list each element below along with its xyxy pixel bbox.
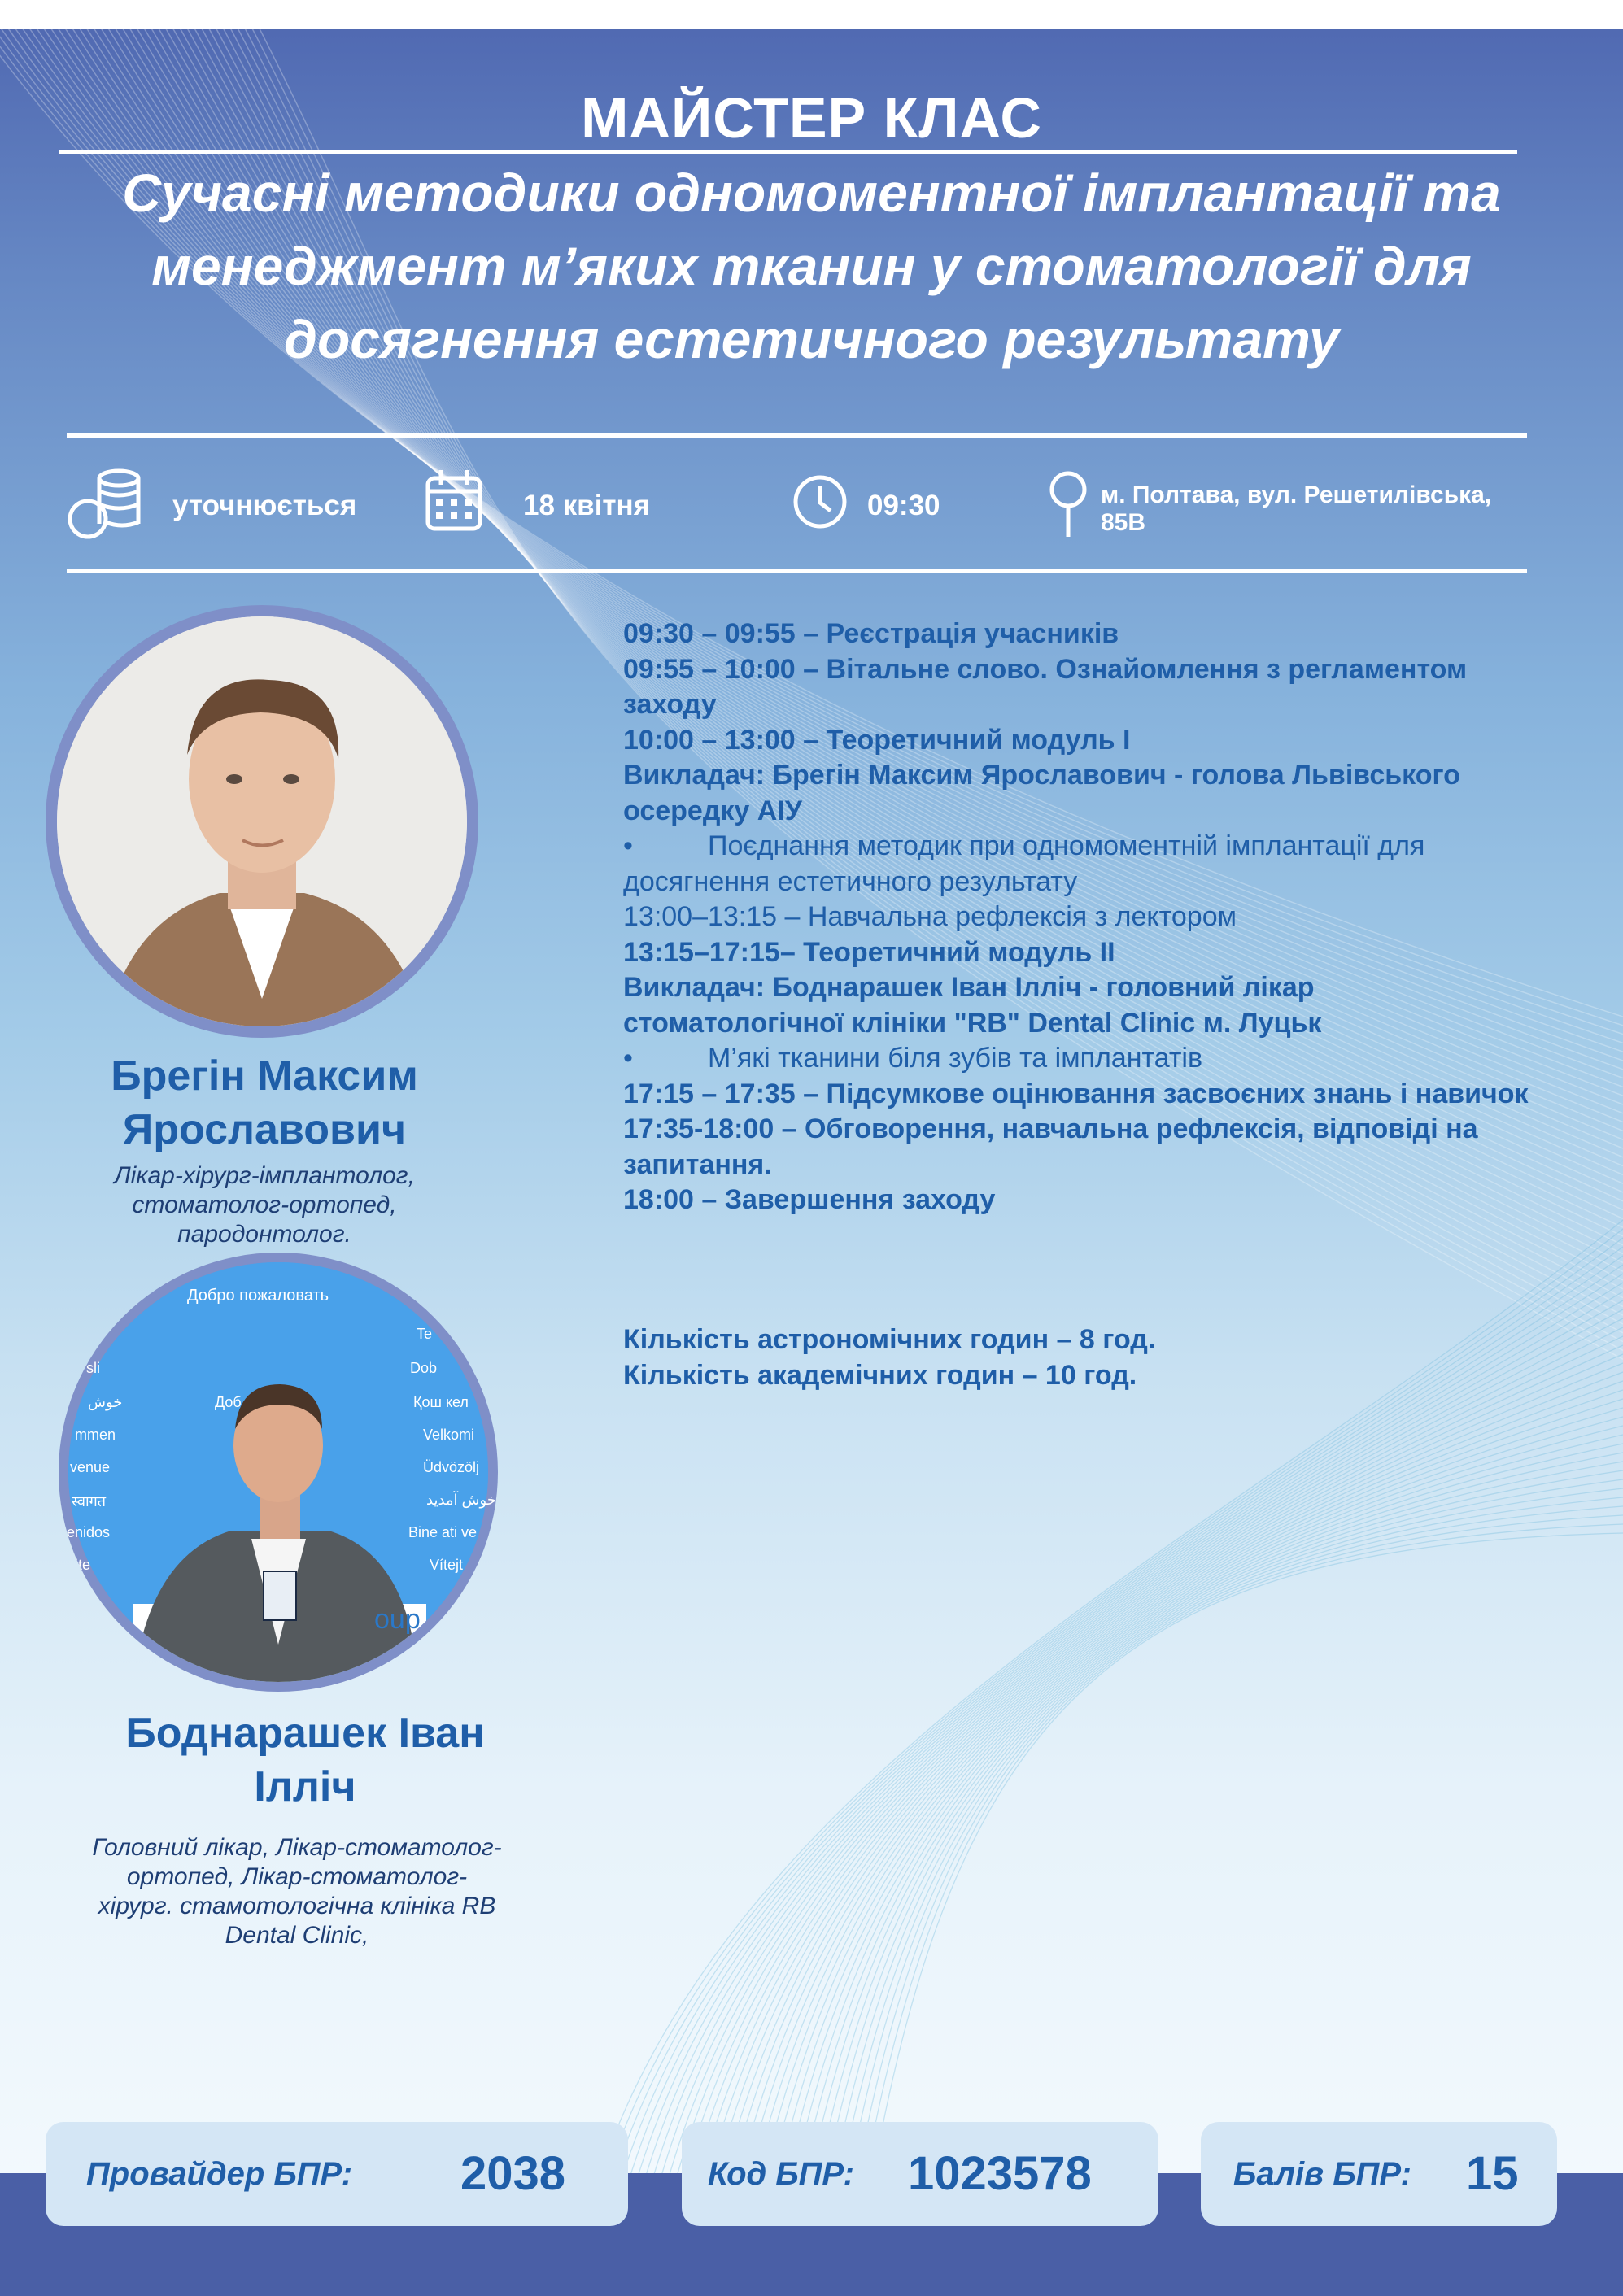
calendar-icon [425,468,483,532]
schedule-item-text: М’які тканини біля зубів та імплантатів [708,1043,1203,1074]
code-value: 1023578 [908,2147,1092,2200]
schedule-item: 17:15 – 17:35 – Підсумкове оцінювання засвоєних знань і навичок [623,1078,1529,1109]
date-text: 18 квітня [523,490,651,521]
event-subtitle: Сучасні методики одномоментної імплантації та менеджмент м’яких тканин у стоматології для досягнення естетичного результату [122,163,1501,369]
clock-icon [792,473,849,530]
speaker-1-photo [46,605,478,1038]
title-divider [59,150,1517,154]
location-pin-icon [1048,470,1089,538]
hours-info [623,1322,1542,1393]
price-text: уточнюється [172,490,357,521]
schedule-item: 09:55 – 10:00 – Вітальне слово. Ознайомлення з регламентом заходу [623,653,1468,720]
speaker-2-role: Головний лікар, Лікар-стоматолог-ортопед, Лікар-стоматолог-хірург. стамотологічна клініка RB Dental Clinic, [92,1834,502,1949]
banner-word: स्वागत [72,1493,107,1510]
points-label: Балів БПР: [1233,2156,1411,2192]
schedule-item: 09:30 – 09:55 – Реєстрація учасників [623,618,1119,649]
banner-word: Üdvözölj [423,1459,480,1475]
banner-word: ite [75,1557,91,1573]
banner-word: Te [417,1326,433,1342]
bullet-dot: • [623,1043,633,1074]
banner-word: Vítejt [430,1557,464,1573]
schedule-item: 13:15–17:15– Теоретичний модуль ІІ [623,936,1115,968]
time-text: 09:30 [867,490,940,521]
banner-welcome-text: Добро пожаловать [187,1287,329,1305]
banner-word: Қош кел [413,1394,469,1410]
schedule-item: 17:35-18:00 – Обговорення, навчальна рефлексія, відповіді на запитання. [623,1113,1478,1180]
provider-value: 2038 [460,2147,566,2200]
astronomical-hours: Кількість астрономічних годин – 8 год. [623,1324,1156,1355]
schedule-item: 18:00 – Завершення заходу [623,1184,996,1215]
banner-word: mmen [75,1427,116,1443]
speaker-2-photo [59,1253,498,1692]
schedule-item [623,829,1542,900]
code-label: Код БПР: [708,2156,854,2192]
speaker-2-name: Боднарашек Іван Ілліч [125,1710,485,1810]
schedule-item: Викладач: Боднарашек Іван Ілліч - головний лікар стоматологічної клініки "RB" Dental Clinic м. Луцьк [623,972,1322,1039]
provider-label: Провайдер БПР: [86,2156,353,2192]
schedule-item [623,1041,1542,1077]
schedule-list [623,616,1542,1218]
banner-word: venue [70,1459,111,1475]
banner-word: sli [86,1360,100,1376]
speaker-1-role: Лікар-хірург-імплантолог, стоматолог-ортопед, пародонтолог. [114,1162,415,1248]
banner-word: Dob [410,1360,438,1376]
page-title: МАЙСТЕР КЛАС [581,86,1042,150]
provider-badge [46,2122,628,2226]
points-value: 15 [1466,2147,1519,2200]
banner-word: Доб [215,1394,242,1410]
coins-icon [67,467,145,540]
code-badge [682,2122,1158,2226]
banner-word: Bine ati ve [408,1524,478,1540]
schedule-item: 10:00 – 13:00 – Теоретичний модуль І [623,724,1131,756]
banner-word: Velkomi [423,1427,475,1443]
banner-word: oup [374,1604,421,1635]
location-text: м. Полтава, вул. Решетилівська, 85В [1101,481,1492,536]
academic-hours: Кількість академічних годин – 10 год. [623,1360,1137,1391]
schedule-item: Викладач: Брегін Максим Ярославович - голова Львівського осередку АІУ [623,760,1460,826]
info-bottom-divider [67,569,1527,573]
banner-word: خوش آمدید [426,1492,496,1508]
info-top-divider [67,433,1527,438]
bullet-dot: • [623,830,633,861]
speaker-1-name: Брегін Максим Ярославович [111,1052,418,1153]
banner-word: خوش [88,1394,123,1410]
banner-word: enidos [67,1524,111,1540]
schedule-item-text: Поєднання методик при одномоментній імплантації для досягнення естетичного результату [623,830,1425,897]
schedule-item: 13:00–13:15 – Навчальна рефлексія з лектором [623,901,1237,932]
points-badge [1201,2122,1557,2226]
